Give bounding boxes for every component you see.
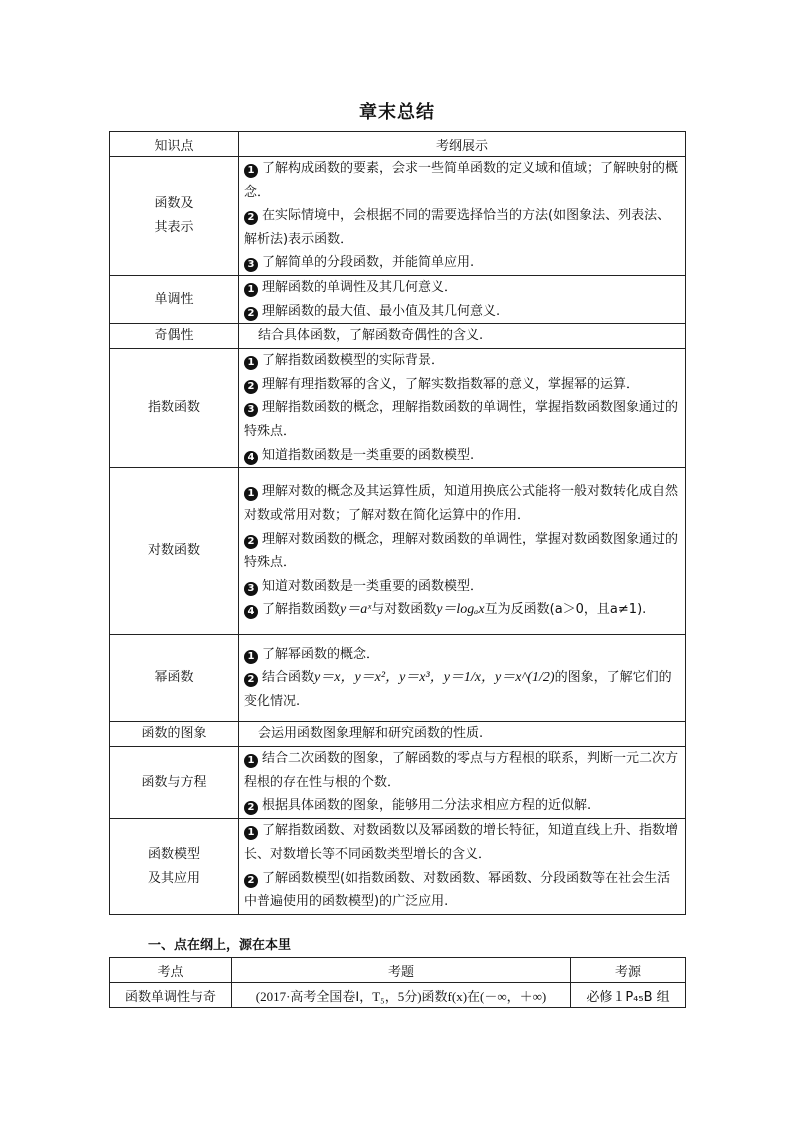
- number-bullet-icon: 1: [244, 487, 258, 501]
- topic-cell: 函数与方程: [110, 747, 239, 819]
- column-header: 考题: [232, 958, 571, 983]
- requirement-cell: [239, 157, 686, 276]
- number-bullet-icon: 3: [244, 258, 258, 272]
- table-cell: 函数单调性与奇: [110, 983, 232, 1008]
- list-item: 2 在实际情境中，会根据不同的需要选择恰当的方法(如图象法、列表法、解析法)表示函数．: [244, 208, 671, 247]
- list-item: 2 理解有理指数幂的含义，了解实数指数幂的意义，掌握幂的运算．: [244, 373, 679, 397]
- topic-cell: 指数函数: [110, 349, 239, 468]
- number-bullet-icon: 1: [244, 283, 258, 297]
- list-item: 1 了解指数函数模型的实际背景．: [244, 349, 679, 373]
- number-bullet-icon: 1: [244, 754, 258, 768]
- requirement-text: 结合具体函数，了解函数奇偶性的含义.: [258, 328, 484, 344]
- table-cell: 必修１P₄₅B 组: [571, 983, 686, 1008]
- column-header: 知识点: [110, 132, 239, 157]
- topic-cell: 单调性: [110, 275, 239, 323]
- list-item: 1 理解对数的概念及其运算性质，知道用换底公式能将一般对数转化成自然对数或常用对数；了解对数在简化运算中的作用．: [244, 484, 679, 523]
- list-item: 2 根据具体函数的图象，能够用二分法求相应方程的近似解.: [244, 794, 679, 818]
- requirement-cell: [239, 324, 686, 349]
- topic-cell: 函数及 其表示: [110, 157, 239, 276]
- table-row: [110, 324, 686, 349]
- list-item: 1 结合二次函数的图象，了解函数的零点与方程根的联系，判断一元二次方程根的存在性与根的个数．: [244, 751, 679, 790]
- list-item: 4 知道指数函数是一类重要的函数模型.: [244, 444, 679, 468]
- topic-cell: 函数的图象: [110, 722, 239, 747]
- number-bullet-icon: 2: [244, 535, 258, 549]
- requirement-cell: [239, 468, 686, 635]
- topic-cell: 函数模型 及其应用: [110, 819, 239, 915]
- number-bullet-icon: 1: [244, 164, 258, 178]
- requirement-cell: [239, 747, 686, 819]
- power-function-formulas: y＝x，y＝x²，y＝x³，y＝1/x，y＝x^(1/2): [314, 670, 555, 686]
- column-header: 考点: [110, 958, 232, 983]
- number-bullet-icon: 2: [244, 307, 258, 321]
- list-item: 2 理解函数的最大值、最小值及其几何意义.: [244, 300, 679, 324]
- column-header: 考纲展示: [239, 132, 686, 157]
- list-item: 1 了解构成函数的要素，会求一些简单函数的定义域和值域；了解映射的概念．: [244, 161, 679, 200]
- table-header-row: [110, 132, 686, 157]
- requirement-cell: [239, 722, 686, 747]
- page-title: 章末总结: [359, 102, 435, 123]
- number-bullet-icon: 1: [244, 826, 258, 840]
- list-item: 4 了解指数函数y＝aˣ与对数函数y＝logₐx互为反函数(a＞0，且a≠1).: [244, 598, 679, 622]
- requirement-cell: [239, 275, 686, 323]
- number-bullet-icon: 2: [244, 673, 258, 687]
- number-bullet-icon: 2: [244, 874, 258, 888]
- source-table: [109, 957, 686, 1008]
- table-row: [110, 275, 686, 323]
- table-cell: (2017·高考全国卷Ⅰ，T₅，5分)函数f(x)在(－∞，＋∞): [232, 983, 571, 1008]
- list-item: 2 结合函数y＝x，y＝x²，y＝x³，y＝1/x，y＝x^(1/2)的图象，了解它们的变化情况.: [244, 670, 672, 709]
- list-item: 2 了解函数模型(如指数函数、对数函数、幂函数、分段函数等在社会生活中普遍使用的函数模型)的广泛应用.: [244, 870, 671, 910]
- number-bullet-icon: 3: [244, 582, 258, 596]
- table-row: [110, 747, 686, 819]
- number-bullet-icon: 4: [244, 451, 258, 465]
- topic-cell: 奇偶性: [110, 324, 239, 349]
- list-item: 2 理解对数函数的概念，理解对数函数的单调性，掌握对数函数图象通过的特殊点．: [244, 531, 679, 571]
- table-row: [110, 349, 686, 468]
- list-item: 3 知道对数函数是一类重要的函数模型．: [244, 575, 679, 599]
- list-item: 1 了解幂函数的概念．: [244, 643, 679, 667]
- table-row: [110, 819, 686, 915]
- list-item: 1 了解指数函数、对数函数以及幂函数的增长特征，知道直线上升、指数增长、对数增长等不同函数类型增长的含义．: [244, 823, 679, 863]
- number-bullet-icon: 1: [244, 356, 258, 370]
- number-bullet-icon: 1: [244, 650, 258, 664]
- number-bullet-icon: 2: [244, 801, 258, 815]
- number-bullet-icon: 4: [244, 605, 258, 619]
- requirement-cell: [239, 819, 686, 915]
- formula-exponential: y＝aˣ: [340, 602, 372, 618]
- number-bullet-icon: 3: [244, 403, 258, 417]
- table-row: [110, 157, 686, 276]
- list-item: 3 理解指数函数的概念，理解指数函数的单调性，掌握指数函数图象通过的特殊点．: [244, 400, 679, 439]
- requirement-cell: [239, 635, 686, 722]
- table-header-row: [110, 958, 686, 983]
- number-bullet-icon: 2: [244, 211, 258, 225]
- formula-logarithm: y＝logₐx: [436, 602, 485, 618]
- topic-cell: 对数函数: [110, 468, 239, 635]
- table-row: [110, 468, 686, 635]
- column-header: 考源: [571, 958, 686, 983]
- list-item: 1 理解函数的单调性及其几何意义．: [244, 276, 679, 300]
- table-row: [110, 722, 686, 747]
- requirement-text: 会运用函数图象理解和研究函数的性质.: [258, 726, 484, 742]
- outline-table: [109, 131, 686, 915]
- requirement-cell: [239, 349, 686, 468]
- section-heading: 一、点在纲上，源在本里: [148, 938, 292, 953]
- table-row: [110, 635, 686, 722]
- list-item: 3 了解简单的分段函数，并能简单应用.: [244, 251, 679, 275]
- table-row: [110, 983, 686, 1008]
- number-bullet-icon: 2: [244, 380, 258, 394]
- topic-cell: 幂函数: [110, 635, 239, 722]
